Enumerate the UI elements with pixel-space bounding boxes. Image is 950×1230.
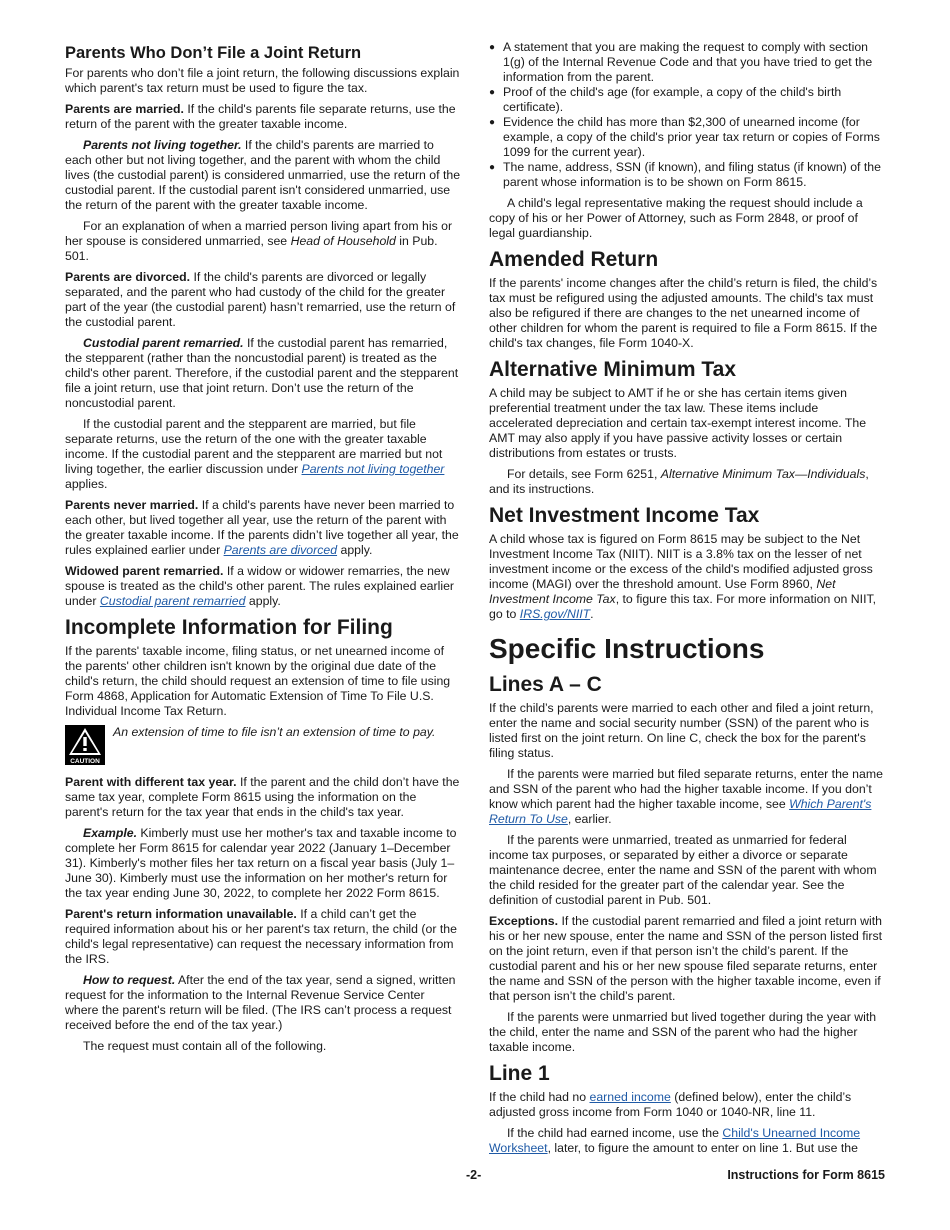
amt-paragraph: A child may be subject to AMT if he or she has certain items given preferential treatment under the tax law. These items include accelerated depreciation and certain tax-exempt interest income. The AMT may also apply if you have passive activity losses or certain distributions from estates or trusts.	[489, 386, 867, 460]
example-paragraph	[65, 826, 461, 901]
never-married-text-b: apply.	[337, 543, 373, 557]
return-unavailable-lead: Parent's return information unavailable.	[65, 907, 297, 921]
niit-text-a: A child whose tax is figured on Form 8615 may be subject to the Net Investment Income Tax (NIIT). NIIT is a 3.8% tax on the lesser of net investment income or the excess of the child's modified adjusted gross income (MAGI) over the threshold amount. Use Form 8960,	[489, 532, 873, 591]
lines-ac-paragraph-1: If the child’s parents were married to each other and filed a joint return, enter the name and social security number (SSN) of the parent who is listed first on the joint return. On line C, check the box for the parent's filing status.	[489, 701, 874, 760]
childs-unearned-income-worksheet-link[interactable]: Child's Unearned Income Worksheet	[489, 1126, 861, 1155]
widowed-paragraph	[65, 564, 461, 609]
parents-not-living-together-link[interactable]: Parents not living together	[301, 462, 445, 476]
incomplete-paragraph: If the parents' taxable income, filing status, or net unearned income of the parents' other children isn't known by the original due date of the child's return, the child should request an extension of time to file using Form 4868, Application for Automatic Extension of Time To File U.S. Individual Income Tax Return.	[65, 644, 451, 718]
exceptions-paragraph	[489, 914, 885, 1004]
different-tax-year-text: If the parent and the child don’t have the same tax year, complete Form 8615 using the information on the parent's return for the tax year that ends in the child's tax year.	[65, 775, 460, 819]
heading-line-1: Line 1	[489, 1062, 550, 1085]
parents-married-paragraph	[65, 102, 461, 132]
explanation-italic: Head of Household	[290, 234, 396, 248]
bullet-icon: ●	[489, 117, 496, 128]
example-text: Kimberly must use her mother's tax and taxable income to complete her Form 8615 for calendar year 2022 (January 1–December 31). Kimberly's mother files her tax return on a fiscal year basis (July 1–June 30). Kimberly must use the information on her mother's return for the tax year ending June 30, 2022, to complete her 2022 Form 8615.	[65, 826, 457, 900]
line1-paragraph-2	[489, 1126, 885, 1156]
how-to-request-lead: How to request.	[83, 973, 176, 987]
widowed-text-b: apply.	[245, 594, 281, 608]
niit-paragraph	[489, 532, 885, 622]
custodial-parent-remarried-link[interactable]: Custodial parent remarried	[99, 594, 246, 608]
parents-married-text: If the child's parents file separate returns, use the return of the parent with the greater taxable income.	[65, 102, 456, 131]
list-item	[489, 160, 885, 190]
heading-parents-no-joint-return: Parents Who Don’t File a Joint Return	[65, 44, 362, 62]
return-unavailable-text: If a child can’t get the required information about his or her parent's tax return, the child (or the child's legal representative) can request the necessary information from the IRS.	[65, 907, 457, 966]
request-bullet-list	[489, 40, 885, 190]
line1-paragraph-1	[489, 1090, 885, 1120]
exceptions-text: If the custodial parent remarried and filed a joint return with his or her new spouse, enter the name and SSN of the person listed first on the joint return, even if that person isn’t the child’s parent. If the custodial parent and his or her new spouse filed separate returns, enter the name and SSN of the person with the higher taxable income, even if that person isn’t the child’s parent.	[489, 914, 883, 1003]
caution-label: CAUTION	[70, 758, 100, 765]
exceptions-lead: Exceptions.	[489, 914, 559, 928]
custodial-separate-text-a: If the custodial parent and the stepparent are married, but file separate returns, use the return of the one with the greater taxable income. If the custodial parent and the stepparent are married but not living together, the earlier discussion under	[65, 417, 443, 476]
earned-income-link[interactable]: earned income	[589, 1090, 671, 1104]
caution-icon	[65, 725, 105, 765]
line1-p1-text-b: (defined below), enter the child’s adjusted gross income from Form 1040 or 1040-NR, line 11.	[489, 1090, 852, 1119]
explanation-text-a: For an explanation of when a married person living apart from his or her spouse is considered unmarried, see	[65, 219, 453, 248]
amt-details-italic: Alternative Minimum Tax—Individuals	[660, 467, 866, 481]
niit-italic: Net Investment Income Tax	[489, 577, 836, 606]
parents-are-divorced-link[interactable]: Parents are divorced	[223, 543, 338, 557]
page-number: -2-	[466, 1168, 482, 1182]
footer-doc-title: Instructions for Form 8615	[727, 1168, 885, 1182]
explanation-text-b: in Pub. 501.	[65, 234, 438, 263]
line1-p2-text-b: , later, to figure the amount to enter on line 1. But use the	[547, 1141, 858, 1155]
lines-ac-paragraph-2	[489, 767, 885, 827]
line1-p2-text-a: If the child had earned income, use the	[507, 1126, 723, 1140]
heading-amended-return: Amended Return	[489, 248, 659, 271]
heading-alternative-minimum-tax: Alternative Minimum Tax	[489, 358, 736, 381]
caution-text: An extension of time to file isn’t an extension of time to pay.	[113, 725, 436, 739]
heading-net-investment-income-tax: Net Investment Income Tax	[489, 504, 760, 527]
parents-not-living-text: If the child's parents are married to each other but not living together, and the parent with whom the child lives (the custodial parent) is considered unmarried, use the return of the custodial parent. If the custodial parent isn't considered unmarried, use the return of the parent with the greater taxable income.	[65, 138, 461, 212]
heading-lines-a-c: Lines A – C	[489, 673, 602, 696]
return-unavailable-paragraph	[65, 907, 461, 967]
never-married-paragraph	[65, 498, 461, 558]
parents-divorced-lead: Parents are divorced.	[65, 270, 191, 284]
parents-divorced-paragraph	[65, 270, 461, 330]
lines-ac-p2-text-b: , earlier.	[567, 812, 612, 826]
never-married-text: If a child's parents have never been married to each other, but lived together all year, use the return of the parent with the greater taxable income. If the parents didn’t live together all year, the rules explained earlier under	[65, 498, 459, 557]
example-lead: Example.	[83, 826, 137, 840]
custodial-separate-text-b: applies.	[65, 477, 108, 491]
request-contain-paragraph: The request must contain all of the following.	[83, 1039, 327, 1053]
never-married-lead: Parents never married.	[65, 498, 199, 512]
left-column	[65, 40, 461, 1060]
explanation-paragraph	[65, 219, 461, 264]
widowed-text: If a widow or widower remarries, the new spouse is treated as the child's other parent. The rules explained earlier under	[65, 564, 455, 608]
niit-text-c: .	[590, 607, 594, 621]
bullet-icon: ●	[489, 42, 496, 53]
bullet-icon: ●	[489, 162, 496, 173]
custodial-remarried-text: If the custodial parent has remarried, the stepparent (rather than the noncustodial parent) is treated as the child's other parent. Therefore, if the custodial parent and the stepparent file a joint return, use that joint return. Don’t use the return of the noncustodial parent.	[65, 336, 459, 410]
bullet-text: Evidence the child has more than $2,300 of unearned income (for example, a copy of the child's prior year tax return or copies of Forms 1099 for the current year).	[503, 115, 880, 159]
legal-representative-paragraph: A child's legal representative making the request should include a copy of his or her Power of Attorney, such as Form 2848, or proof of legal guardianship.	[489, 196, 863, 240]
lines-ac-paragraph-5: If the parents were unmarried but lived together during the year with the child, enter the name and SSN of the parent who had the higher taxable income.	[489, 1010, 877, 1054]
custodial-remarried-paragraph	[65, 336, 461, 411]
amt-details-text-a: For details, see Form 6251,	[507, 467, 661, 481]
lines-ac-paragraph-3: If the parents were unmarried, treated as unmarried for federal income tax purposes, or separated by either a divorce or separate maintenance decree, enter the name and SSN of the parent with whom the child resided for the greater part of the calendar year. See the definition of custodial parent in Pub. 501.	[489, 833, 877, 907]
which-parents-return-link[interactable]: Which Parent's Return To Use	[489, 797, 872, 826]
parents-not-living-lead: Parents not living together.	[83, 138, 242, 152]
custodial-separate-paragraph	[65, 417, 461, 492]
parents-not-living-paragraph	[65, 138, 461, 213]
list-item	[489, 115, 885, 160]
heading-incomplete-information: Incomplete Information for Filing	[65, 616, 393, 639]
irs-niit-link[interactable]: IRS.gov/NIIT	[519, 607, 591, 621]
amt-details-text-b: , and its instructions.	[489, 467, 869, 496]
amt-details-paragraph	[489, 467, 885, 497]
list-item	[489, 40, 885, 85]
niit-text-b: , to figure this tax. For more information on NIIT, go to	[489, 592, 877, 621]
bullet-text: A statement that you are making the request to comply with section 1(g) of the Internal Revenue Code and that you have tried to get the information from the parent.	[503, 40, 873, 84]
parents-married-lead: Parents are married.	[65, 102, 184, 116]
how-to-request-paragraph	[65, 973, 461, 1033]
list-item	[489, 85, 885, 115]
bullet-icon: ●	[489, 87, 496, 98]
bullet-text: Proof of the child's age (for example, a copy of the child's birth certificate).	[503, 85, 842, 114]
lines-ac-p2-text-a: If the parents were married but filed separate returns, enter the name and SSN of the parent who had the higher taxable income. If you don’t know which parent had the higher taxable income, see	[489, 767, 883, 811]
custodial-remarried-lead: Custodial parent remarried.	[83, 336, 244, 350]
line1-p1-text-a: If the child had no	[489, 1090, 590, 1104]
widowed-lead: Widowed parent remarried.	[65, 564, 224, 578]
parents-divorced-text: If the child's parents are divorced or legally separated, and the parent who had custody of the child for the greater part of the year (the custodial parent) hasn’t remarried, use the return of the custodial parent.	[65, 270, 456, 329]
right-column	[489, 40, 885, 1162]
heading-specific-instructions: Specific Instructions	[489, 633, 765, 664]
caution-box	[65, 725, 461, 765]
bullet-text: The name, address, SSN (if known), and filing status (if known) of the parent whose information is to be shown on Form 8615.	[503, 160, 881, 189]
different-tax-year-lead: Parent with different tax year.	[65, 775, 237, 789]
amended-paragraph: If the parents' income changes after the child’s return is filed, the child’s tax must be refigured using the adjusted amounts. The child's tax must also be refigured if there are changes to the net unearned income of other children for whom the parent is required to file a Form 8615. If the child's tax changes, file Form 1040-X.	[489, 276, 878, 350]
intro-paragraph: For parents who don’t file a joint return, the following discussions explain which parent's tax return must be used to figure the tax.	[65, 66, 460, 95]
how-to-request-text: After the end of the tax year, send a signed, written request for the information to the Internal Revenue Service Center where the parent's return will be filed. (The IRS can’t process a request received before the end of the tax year.)	[65, 973, 456, 1032]
different-tax-year-paragraph	[65, 775, 461, 820]
